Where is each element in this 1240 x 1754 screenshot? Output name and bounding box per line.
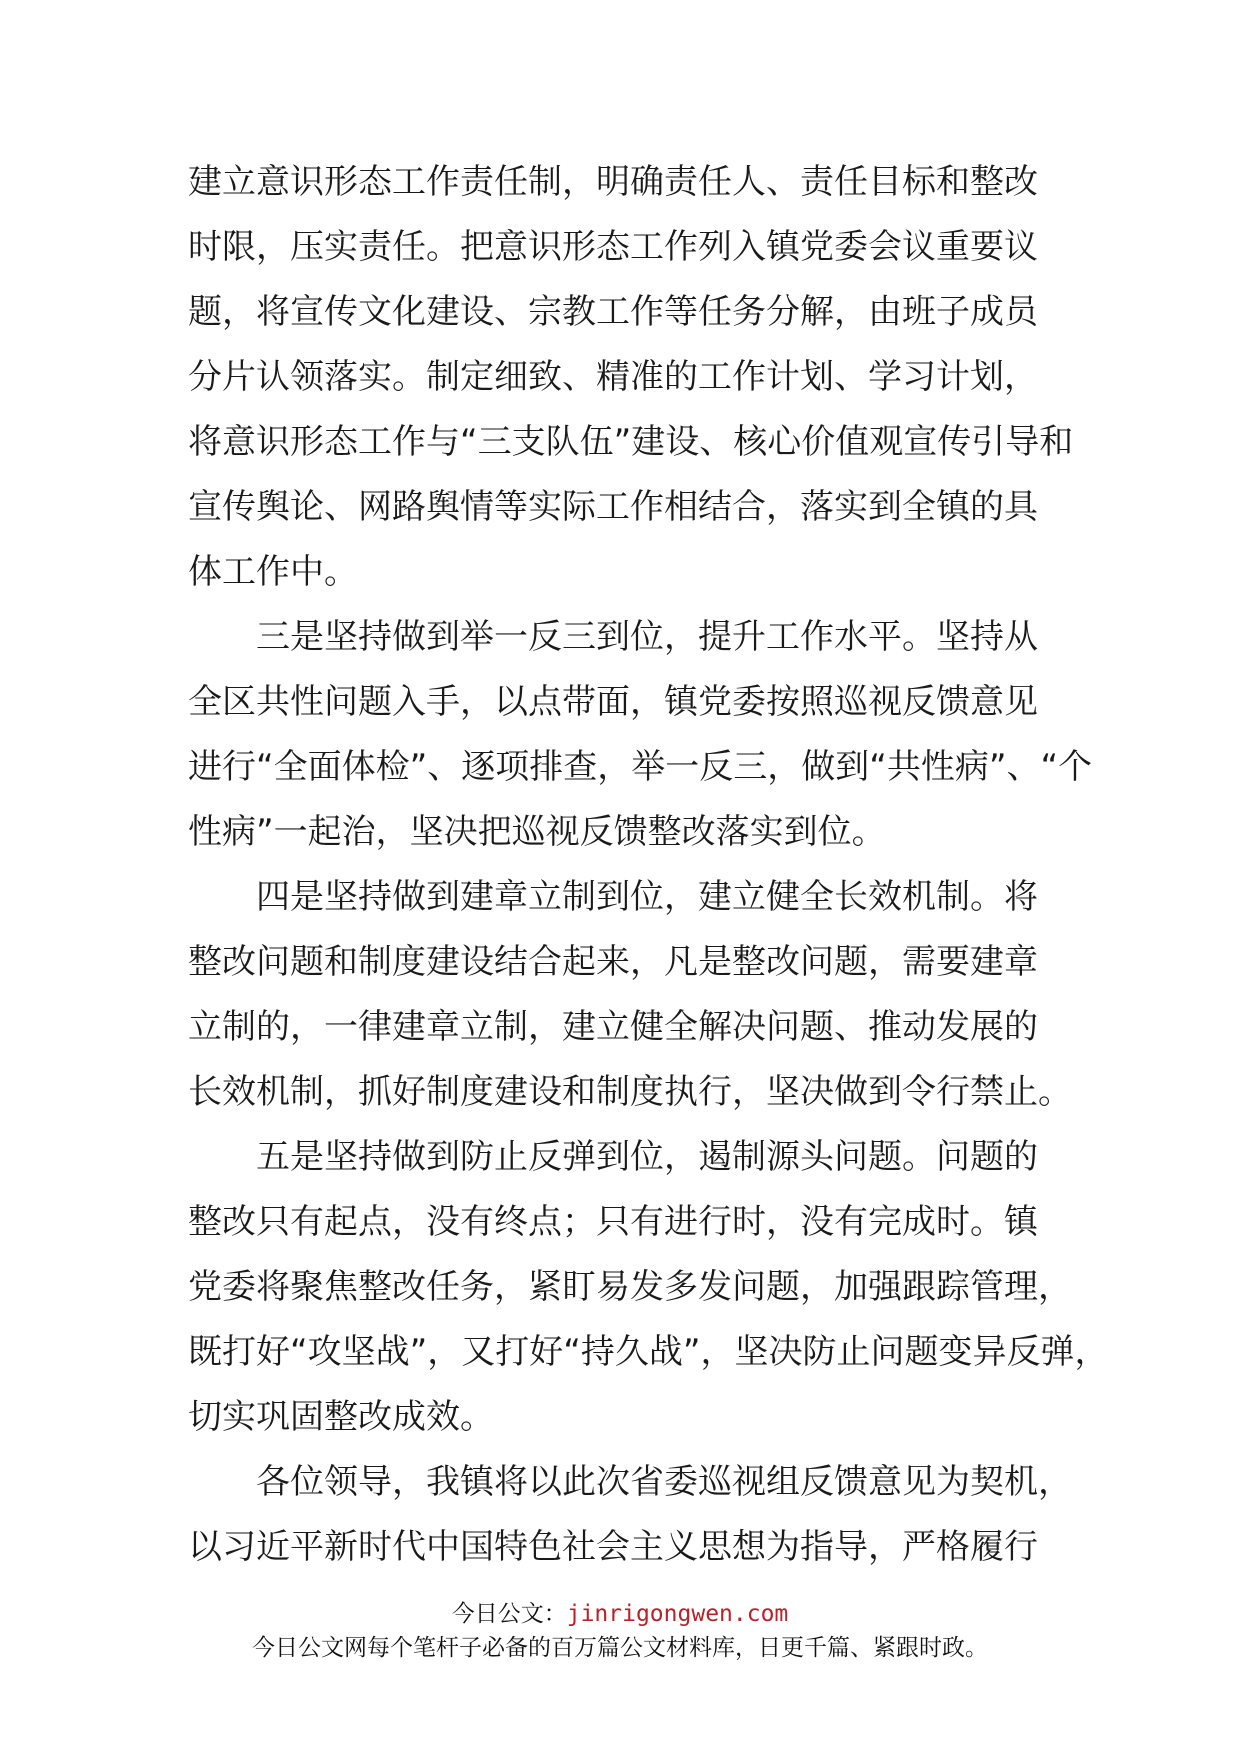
text-line: 体工作中。 (188, 552, 358, 592)
text-line: 整改只有起点，没有终点；只有进行时，没有完成时。镇 (188, 1202, 1038, 1242)
text-line: 党委将聚焦整改任务，紧盯易发多发问题，加强跟踪管理， (188, 1267, 1072, 1307)
text-line: 整改问题和制度建设结合起来，凡是整改问题，需要建章 (188, 942, 1038, 982)
text-line: 全区共性问题入手，以点带面，镇党委按照巡视反馈意见 (188, 682, 1038, 722)
text-line: 将意识形态工作与“三支队伍”建设、核心价值观宣传引导和 (188, 422, 1074, 462)
paragraph-start-line: 三是坚持做到举一反三到位，提升工作水平。坚持从 (256, 617, 1038, 657)
text-line: 长效机制，抓好制度建设和制度执行，坚决做到令行禁止。 (188, 1072, 1072, 1112)
text-line: 性病”一起治，坚决把巡视反馈整改落实到位。 (188, 812, 886, 852)
paragraph-start-line: 各位领导，我镇将以此次省委巡视组反馈意见为契机， (256, 1462, 1072, 1502)
footer-label: 今日公文： (451, 1601, 567, 1627)
text-line: 建立意识形态工作责任制，明确责任人、责任目标和整改 (188, 162, 1038, 202)
text-line: 题，将宣传文化建设、宗教工作等任务分解，由班子成员 (188, 292, 1038, 332)
text-line: 切实巩固整改成效。 (188, 1397, 494, 1437)
text-line: 既打好“攻坚战”，又打好“持久战”，坚决防止问题变异反弹， (188, 1332, 1109, 1372)
document-body (188, 150, 1109, 1580)
text-line: 时限，压实责任。把意识形态工作列入镇党委会议重要议 (188, 227, 1038, 267)
footer-tagline: 今日公文网每个笔杆子必备的百万篇公文材料库，日更千篇、紧跟时政。 (252, 1635, 988, 1661)
text-line: 分片认领落实。制定细致、精准的工作计划、学习计划， (188, 357, 1038, 397)
text-line: 进行“全面体检”、逐项排查，举一反三，做到“共性病”、“个 (188, 747, 1093, 787)
paragraph-start-line: 五是坚持做到防止反弹到位，遏制源头问题。问题的 (256, 1137, 1038, 1177)
text-line: 立制的，一律建章立制，建立健全解决问题、推动发展的 (188, 1007, 1038, 1047)
footer-source (0, 1599, 1240, 1629)
text-line: 宣传舆论、网路舆情等实际工作相结合，落实到全镇的具 (188, 487, 1038, 527)
text-line: 以习近平新时代中国特色社会主义思想为指导，严格履行 (188, 1527, 1038, 1567)
paragraph-start-line: 四是坚持做到建章立制到位，建立健全长效机制。将 (256, 877, 1038, 917)
footer-url-link[interactable]: jinrigongwen.com (566, 1601, 789, 1627)
